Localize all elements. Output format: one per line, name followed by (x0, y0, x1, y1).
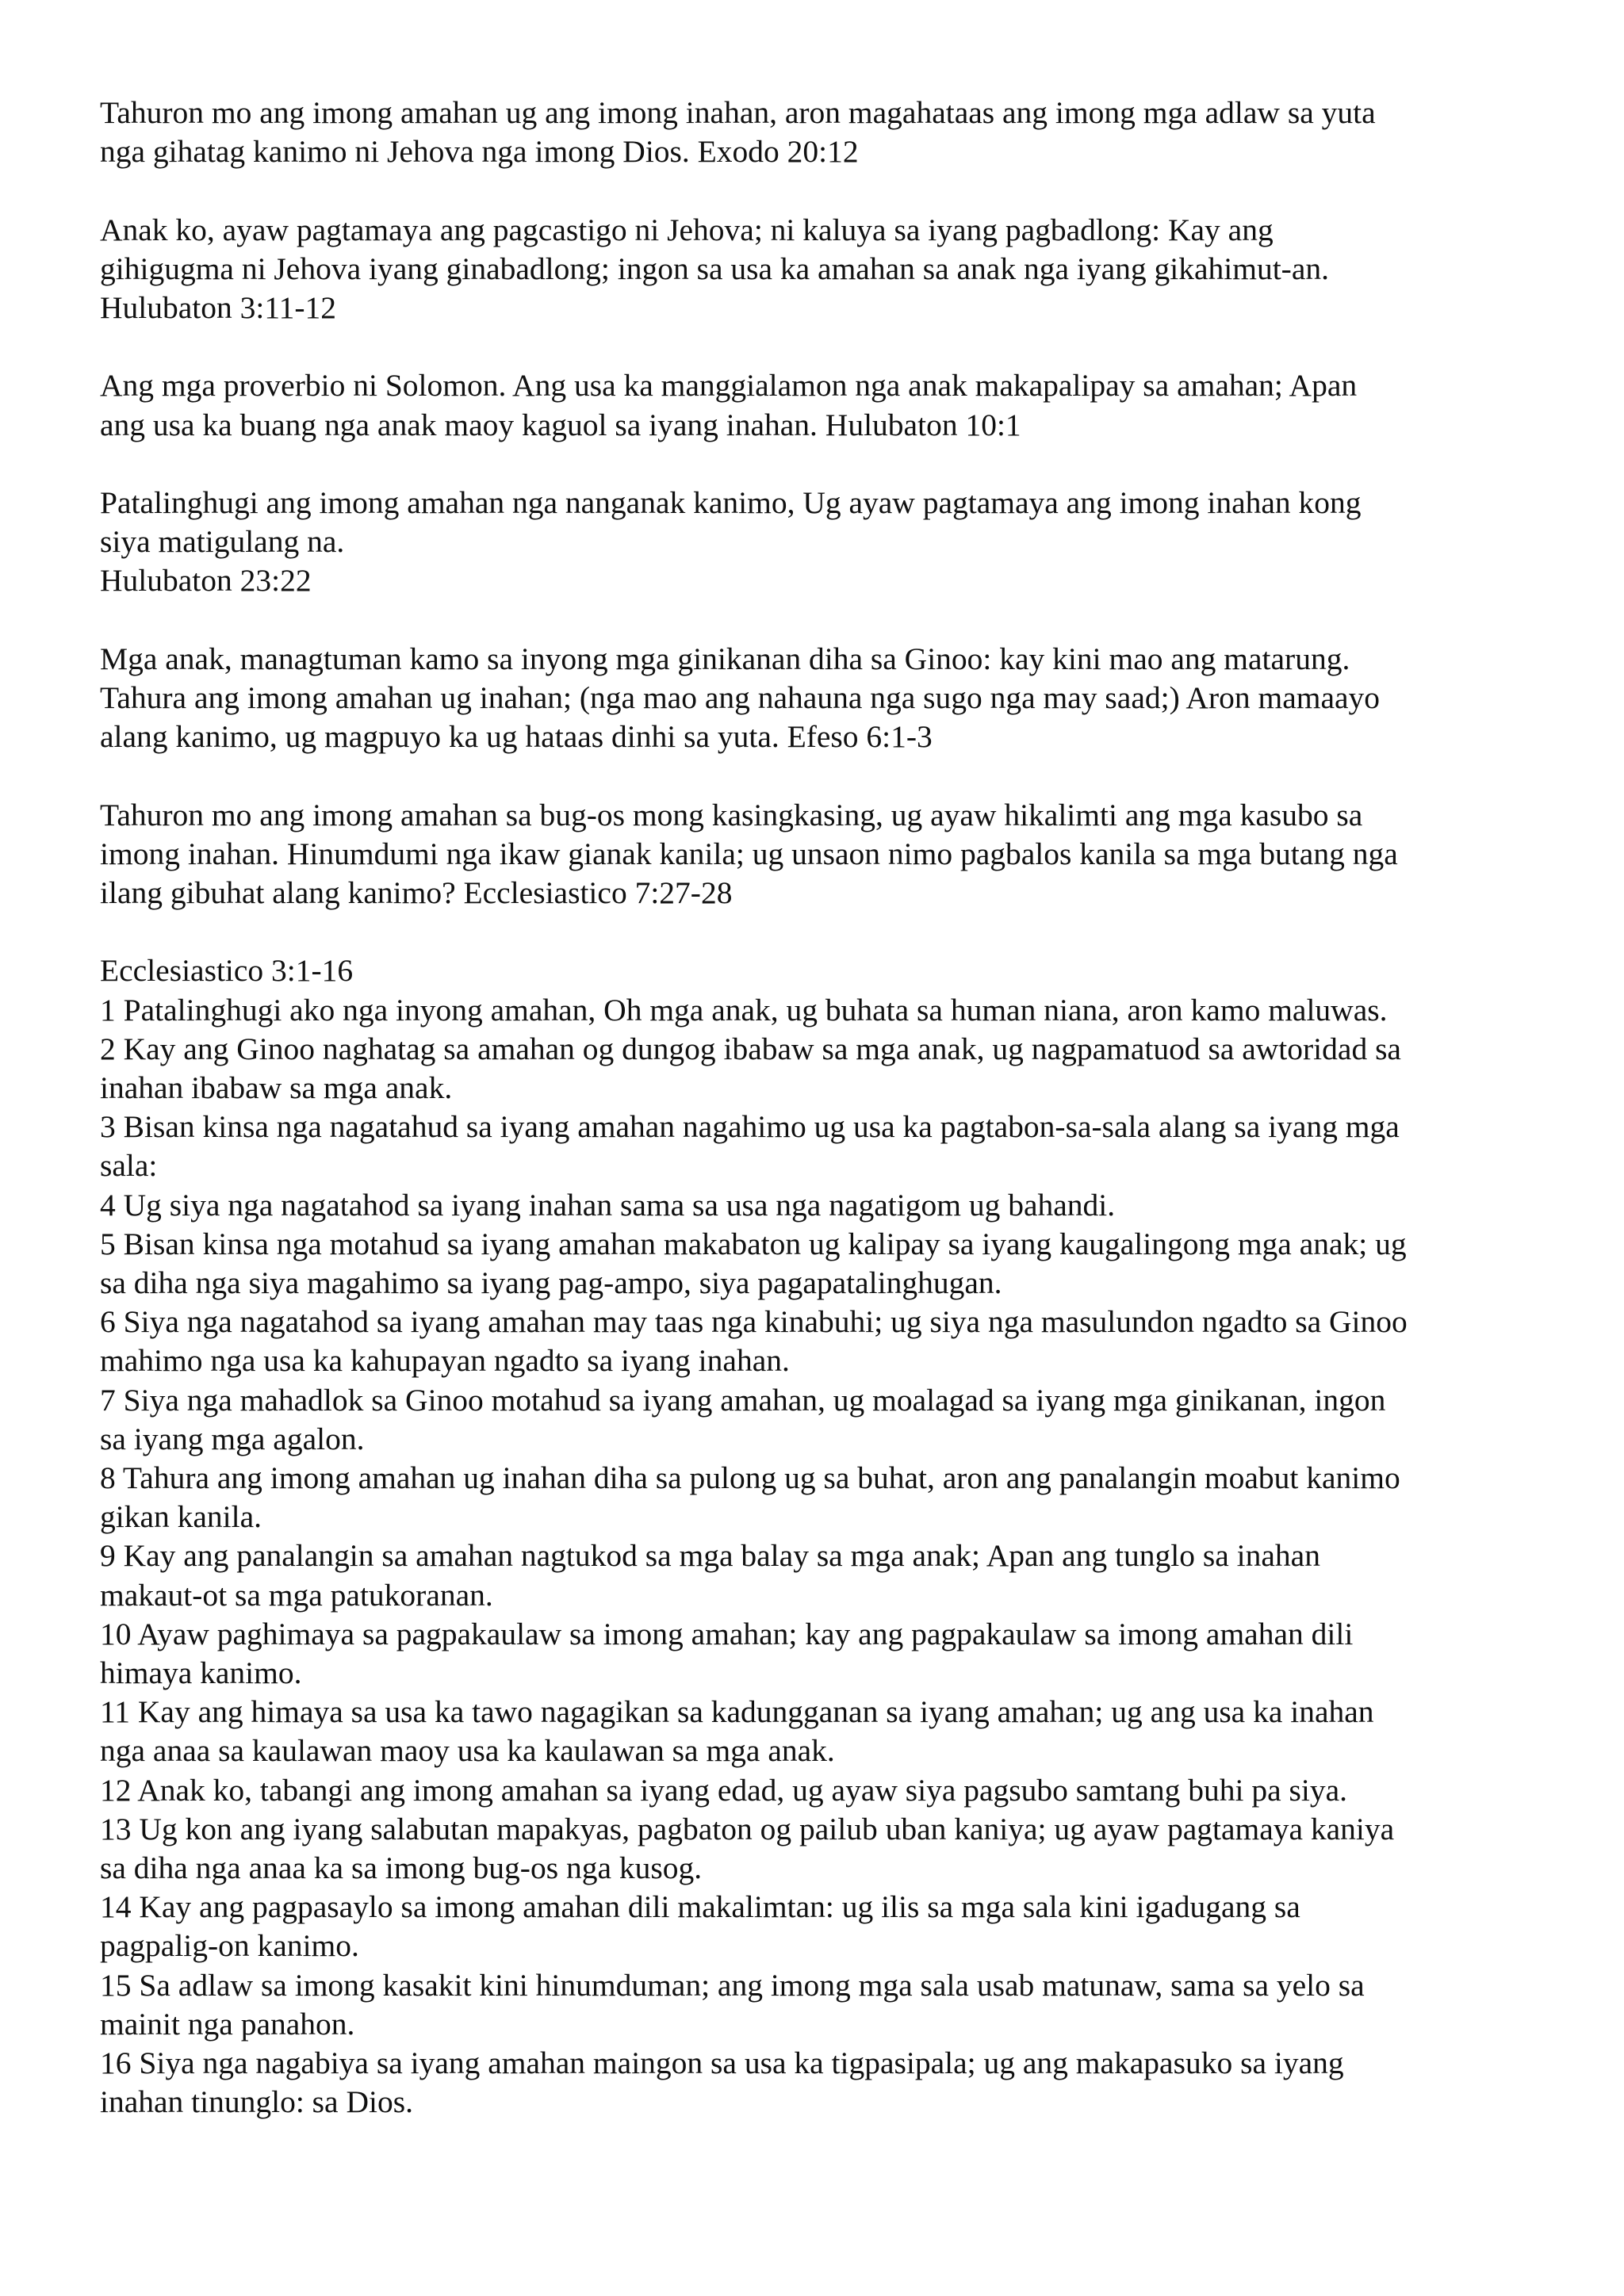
verse-line: inahan tinunglo: sa Dios. (100, 2084, 413, 2120)
paragraph-hulubaton-23 (100, 484, 1527, 601)
text-line: imong inahan. Hinumdumi nga ikaw gianak kanila; ug unsaon nimo pagbalos kanila sa mga butang nga (100, 836, 1398, 871)
verse-line: gikan kanila. (100, 1499, 262, 1535)
paragraph-hulubaton-10 (100, 366, 1527, 444)
verse-line: 15 Sa adlaw sa imong kasakit kini hinumduman; ang imong mga sala usab matunaw, sama sa yelo sa (100, 1967, 1365, 2003)
text-line: alang kanimo, ug magpuyo ka ug hataas dinhi sa yuta. Efeso 6:1-3 (100, 719, 933, 755)
verse-line: makaut-ot sa mga patukoranan. (100, 1577, 493, 1613)
verse-line: 16 Siya nga nagabiya sa iyang amahan maingon sa usa ka tigpasipala; ug ang makapasuko sa iyang (100, 2045, 1344, 2081)
section-heading: Ecclesiastico 3:1-16 (100, 953, 354, 989)
text-line: Tahuron mo ang imong amahan sa bug-os mong kasingkasing, ug ayaw hikalimti ang mga kasubo sa (100, 797, 1363, 832)
verse-line: 8 Tahura ang imong amahan ug inahan diha sa pulong ug sa buhat, aron ang panalangin moabut kanimo (100, 1460, 1400, 1496)
verse-line: 9 Kay ang panalangin sa amahan nagtukod sa mga balay sa mga anak; Apan ang tunglo sa inahan (100, 1538, 1320, 1574)
verse-line: 5 Bisan kinsa nga motahud sa iyang amahan makabaton ug kalipay sa iyang kaugalingong mga anak; ug (100, 1226, 1407, 1261)
verse-line: pagpalig-on kanimo. (100, 1928, 359, 1964)
text-line: Patalinghugi ang imong amahan nga nanganak kanimo, Ug ayaw pagtamaya ang imong inahan kong (100, 484, 1362, 520)
verse-line: sa iyang mga agalon. (100, 1421, 365, 1456)
verse-line: 2 Kay ang Ginoo naghatag sa amahan og dungog ibabaw sa mga anak, ug nagpamatuod sa awtoridad sa (100, 1031, 1401, 1066)
text-line: Tahuron mo ang imong amahan ug ang imong inahan, aron magahataas ang imong mga adlaw sa yuta (100, 95, 1376, 130)
verse-line: nga anaa sa kaulawan maoy usa ka kaulawan sa mga anak. (100, 1733, 835, 1769)
verse-line: 14 Kay ang pagpasaylo sa imong amahan dili makalimtan: ug ilis sa mga sala kini igadugang sa (100, 1889, 1300, 1925)
verse-line: himaya kanimo. (100, 1655, 302, 1691)
document-page (100, 94, 1527, 2122)
verse-line: 6 Siya nga nagatahod sa iyang amahan may taas nga kinabuhi; ug siya nga masulundon ngadto sa Ginoo (100, 1304, 1408, 1340)
text-line: Hulubaton 23:22 (100, 563, 312, 599)
text-line: ang usa ka buang nga anak maoy kaguol sa iyang inahan. Hulubaton 10:1 (100, 407, 1021, 442)
verse-line: sa diha nga anaa ka sa imong bug-os nga kusog. (100, 1850, 703, 1886)
verse-line: sala: (100, 1148, 158, 1184)
verse-line: 11 Kay ang himaya sa usa ka tawo nagagikan sa kadungganan sa iyang amahan; ug ang usa ka inahan (100, 1694, 1374, 1730)
verse-line: 13 Ug kon ang iyang salabutan mapakyas, pagbaton og pailub uban kaniya; ug ayaw pagtamaya kaniya (100, 1811, 1395, 1846)
text-line: nga gihatag kanimo ni Jehova nga imong Dios. Exodo 20:12 (100, 134, 859, 170)
verse-line: 3 Bisan kinsa nga nagatahud sa iyang amahan nagahimo ug usa ka pagtabon-sa-sala alang sa iyang mga (100, 1109, 1400, 1145)
verse-line: 12 Anak ko, tabangi ang imong amahan sa iyang edad, ug ayaw siya pagsubo samtang buhi pa siya. (100, 1772, 1348, 1808)
paragraph-ecclesiastico-7 (100, 796, 1527, 913)
paragraph-exodo (100, 94, 1527, 171)
verse-line: 4 Ug siya nga nagatahod sa iyang inahan sama sa usa nga nagatigom ug bahandi. (100, 1187, 1116, 1223)
paragraph-efeso (100, 640, 1527, 757)
verse-line: mahimo nga usa ka kahupayan ngadto sa iyang inahan. (100, 1343, 790, 1379)
text-line: ilang gibuhat alang kanimo? Ecclesiastico 7:27-28 (100, 874, 733, 910)
verse-line: 7 Siya nga mahadlok sa Ginoo motahud sa iyang amahan, ug moalagad sa iyang mga ginikanan, ingon (100, 1382, 1386, 1418)
text-line: gihigugma ni Jehova iyang ginabadlong; ingon sa usa ka amahan sa anak nga iyang gikahimut-an. (100, 251, 1329, 286)
text-line: Mga anak, managtuman kamo sa inyong mga ginikanan diha sa Ginoo: kay kini mao ang matarung. (100, 641, 1350, 676)
text-line: Hulubaton 3:11-12 (100, 290, 337, 325)
verse-line: sa diha nga siya magahimo sa iyang pag-ampo, siya pagapatalinghugan. (100, 1265, 1002, 1300)
text-line: siya matigulang na. (100, 524, 345, 560)
text-line: Anak ko, ayaw pagtamaya ang pagcastigo ni Jehova; ni kaluya sa iyang pagbadlong: Kay ang (100, 212, 1274, 247)
verse-line: 1 Patalinghugi ako nga inyong amahan, Oh mga anak, ug buhata sa human niana, aron kamo maluwas. (100, 992, 1388, 1027)
verse-section (100, 951, 1527, 2122)
verse-line: inahan ibabaw sa mga anak. (100, 1070, 453, 1105)
text-line: Ang mga proverbio ni Solomon. Ang usa ka manggialamon nga anak makapalipay sa amahan; Apan (100, 368, 1358, 404)
paragraph-hulubaton-3 (100, 211, 1527, 328)
verse-line: 10 Ayaw paghimaya sa pagpakaulaw sa imong amahan; kay ang pagpakaulaw sa imong amahan dili (100, 1616, 1354, 1651)
text-line: Tahura ang imong amahan ug inahan; (nga mao ang nahauna nga sugo nga may saad;) Aron mamaayo (100, 679, 1381, 715)
verse-line: mainit nga panahon. (100, 2006, 355, 2042)
